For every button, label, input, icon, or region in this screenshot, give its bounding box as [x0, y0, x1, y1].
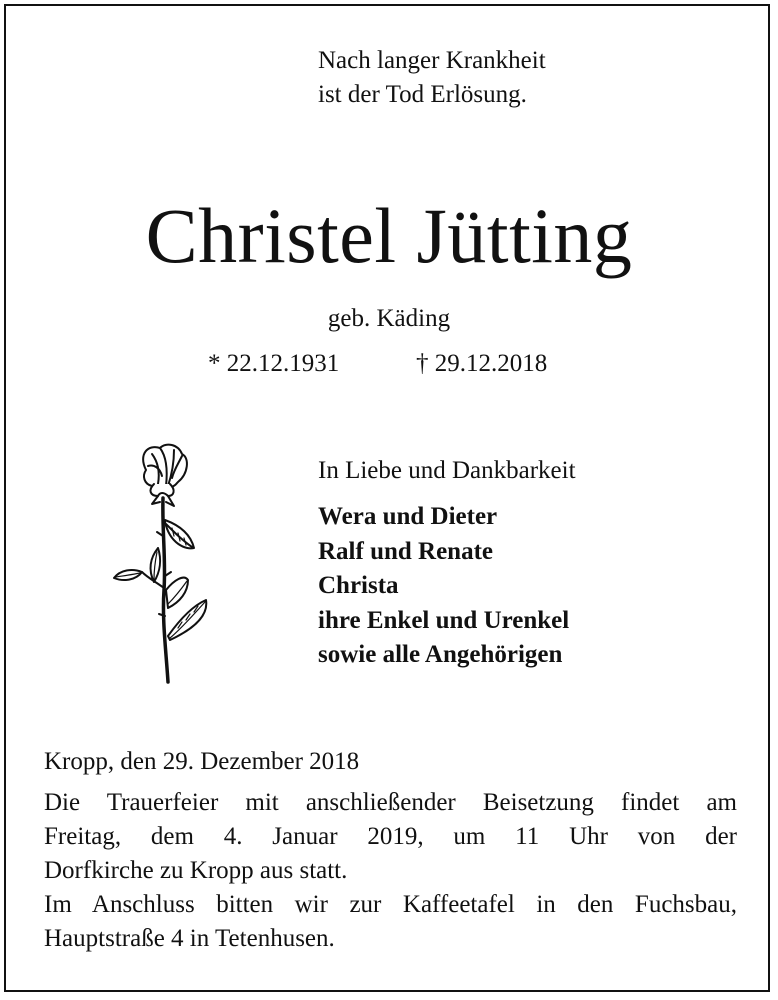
rose-icon — [108, 440, 220, 686]
reception-line-2: Hauptstraße 4 in Tetenhusen. — [44, 925, 335, 952]
mourners-list — [318, 500, 569, 673]
deceased-name: Christel Jütting — [145, 192, 633, 279]
reception-line-1: Im Anschluss bitten wir zur Kaffeetafel in den Fuchsbau, — [44, 891, 737, 918]
mourner-entry: Ralf und Renate — [318, 537, 494, 565]
motto — [318, 44, 546, 112]
mourner-entry: Christa — [318, 572, 399, 599]
motto-line-1: Nach langer Krankheit — [318, 47, 546, 74]
service-line-3: Dorfkirche zu Kropp aus statt. — [44, 857, 348, 884]
motto-line-2: ist der Tod Erlösung. — [318, 81, 527, 108]
maiden-name: geb. Käding — [327, 305, 451, 332]
service-line-2: Freitag, dem 4. Januar 2019, um 11 Uhr von der — [44, 823, 737, 850]
mourner-entry: sowie alle Angehörigen — [318, 641, 563, 668]
mourner-entry: Wera und Dieter — [318, 503, 498, 530]
service-line-1: Die Trauerfeier mit anschließender Beisetzung findet am — [44, 789, 737, 816]
birth-date: * 22.12.1931 — [208, 350, 340, 377]
thanks-intro: In Liebe und Dankbarkeit — [318, 457, 576, 484]
mourner-entry: ihre Enkel und Urenkel — [318, 606, 570, 634]
death-date: † 29.12.2018 — [416, 350, 548, 377]
place-date: Kropp, den 29. Dezember 2018 — [44, 748, 360, 775]
service-notice — [44, 786, 737, 956]
